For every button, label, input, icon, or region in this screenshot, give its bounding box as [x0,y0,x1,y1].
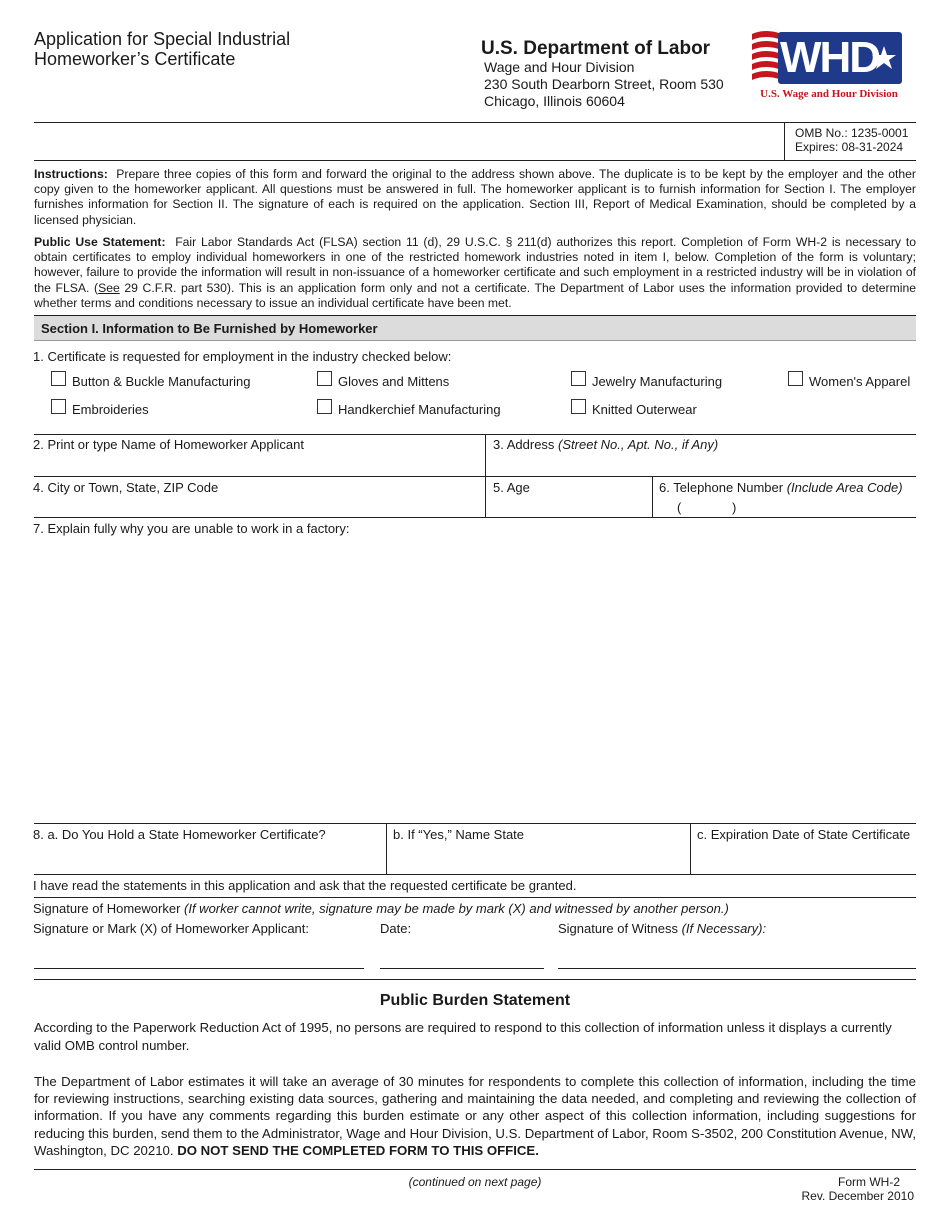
burden-p2-text: The Department of Labor estimates it will take an average of 30 minutes for respondents to complete this collection of information, including the time for reviewing instructions, searching existing data sources, gathering and maintaining the data needed, and completing and reviewing the collection of information. If you have any comments regarding this burden estimate or any other aspect of this collection information, including suggestions for reducing this burden, send them to the Administrator, Wage and Hour Division, U.S. Department of Labor, Room S-3502, 200 Constitution Avenue, NW, Washington, DC 20210. [34,1074,916,1158]
date-signature-field[interactable] [380,940,544,969]
checkbox-embroideries[interactable] [51,399,66,414]
sig-witness-text: Signature of Witness [558,921,682,936]
telephone-field[interactable] [654,495,915,517]
section1-header-text: Section I. Information to Be Furnished by Homeworker [41,321,378,336]
sig-witness-note: (If Necessary): [681,921,767,936]
q5-label: 5. Age [493,480,530,495]
form-number: Form WH-2 [838,1175,900,1189]
q2-label: 2. Print or type Name of Homeworker Applicant [33,437,304,452]
attestation: I have read the statements in this application and ask that the requested certificate be granted. [33,878,577,893]
form-title-line2: Homeworker’s Certificate [34,49,236,69]
q8-bottom [34,874,916,875]
q3-label [493,437,718,452]
instructions [34,167,916,228]
q3-text: 3. Address [493,437,559,452]
public-use-statement [34,235,916,311]
checkbox-handkerchief[interactable] [317,399,332,414]
public-use-text-b: 29 C.F.R. part 530). This is an application form only and not a certificate. The Department of Labor uses the information provided to determine whether terms and conditions necessary to issue an individual certificate have been met. [34,280,917,310]
q4-label: 4. City or Town, State, ZIP Code [33,480,219,495]
footer-rule [34,1169,916,1170]
applicant-signature-field[interactable] [34,940,364,969]
city-state-zip-field[interactable] [34,495,484,517]
signature-heading [33,901,729,916]
state-name-field[interactable] [388,845,688,873]
form-revision: Rev. December 2010 [801,1189,914,1203]
witness-signature-field[interactable] [558,940,916,969]
sig-witness-label [558,921,766,936]
row2-top [34,434,916,435]
industry-jewelry: Jewelry Manufacturing [592,374,723,389]
applicant-name-field[interactable] [34,453,484,475]
form-title [34,29,290,69]
public-use-see: See [98,280,120,295]
burden-p1: According to the Paperwork Reduction Act of 1995, no persons are required to respond to this collection of information unless it displays a currently valid OMB control number. [34,1020,892,1053]
expiration-date-field[interactable] [692,845,915,873]
omb-expires: Expires: 08-31-2024 [795,140,904,154]
industry-gloves-mittens: Gloves and Mittens [338,374,450,389]
q6-note: (Include Area Code) [786,480,903,495]
explanation-textarea[interactable] [34,540,916,820]
burden-p2-bold: DO NOT SEND THE COMPLETED FORM TO THIS OFFICE. [177,1142,539,1158]
checkbox-womens-apparel[interactable] [788,371,803,386]
industry-embroideries: Embroideries [72,402,149,417]
state-certificate-field[interactable] [34,845,384,873]
age-field[interactable] [487,495,650,517]
q6-text: 6. Telephone Number [659,480,787,495]
continued-note: (continued on next page) [408,1175,542,1189]
section1-end-rule [34,979,916,980]
omb-box-divider [784,122,785,160]
industry-womens-apparel: Women's Apparel [809,374,911,389]
burden-title: Public Burden Statement [379,992,571,1009]
q8-divider-1 [386,823,387,874]
row3-divider [652,476,653,518]
agency-city: Chicago, Illinois 60604 [484,93,625,109]
form-title-line1: Application for Special Industrial [34,29,291,49]
attest-bottom [34,897,916,898]
sig-heading-text: Signature of Homeworker [33,901,185,916]
checkbox-jewelry[interactable] [571,371,586,386]
q7-label: 7. Explain fully why you are unable to work in a factory: [33,521,350,536]
whd-logo [748,28,908,104]
checkbox-button-buckle[interactable] [51,371,66,386]
omb-box-bottom [34,160,916,161]
logo-letters: WHD [780,33,880,82]
q8b-label: b. If “Yes,” Name State [393,827,525,842]
row3-top [34,476,916,477]
industry-knitted-outerwear: Knitted Outerwear [592,402,697,417]
omb-number: OMB No.: 1235-0001 [795,126,909,140]
agency-name: U.S. Department of Labor [481,38,711,59]
q8a-label: 8. a. Do You Hold a State Homeworker Certificate? [33,827,326,842]
sig-date-label: Date: [380,921,412,936]
sig-heading-note: (If worker cannot write, signature may be made by mark (X) and witnessed by another person.) [184,901,729,916]
q3-note: (Street No., Apt. No., if Any) [558,437,719,452]
phone-paren-close: ) [732,500,737,515]
q1-label: 1. Certificate is requested for employment in the industry checked below: [33,349,452,364]
instructions-heading: Instructions: [34,167,108,181]
checkbox-gloves-mittens[interactable] [317,371,332,386]
logo-caption: U.S. Wage and Hour Division [760,88,898,100]
row3-bottom [34,517,916,518]
agency-division: Wage and Hour Division [484,59,635,75]
public-use-text-a: Fair Labor Standards Act (FLSA) section 11 (d), 29 U.S.C. § 211(d) authorizes this report. Completion of Form WH-2 is necessary to obtain certificates to employ individual homeworkers in one of the restricted homework industries noted in item I, below. Completion of the form is voluntary; however, failure to provide the information will result in non-issuance of a homeworker certificate and such employment in a restricted industry will be in violation of the FLSA. ( [34,235,916,295]
burden-p2 [34,1073,916,1159]
section1-header [34,315,916,341]
industry-handkerchief: Handkerchief Manufacturing [338,402,501,417]
agency-street: 230 South Dearborn Street, Room 530 [484,76,724,92]
industry-button-buckle: Button & Buckle Manufacturing [72,374,251,389]
address-field[interactable] [487,453,915,475]
agency-block [481,38,724,110]
checkbox-knitted-outerwear[interactable] [571,399,586,414]
phone-paren-open: ( [677,500,682,515]
q8-divider-2 [690,823,691,874]
sig-applicant-label: Signature or Mark (X) of Homeworker Applicant: [33,921,309,936]
public-use-heading: Public Use Statement: [34,235,166,249]
instructions-text: Prepare three copies of this form and forward the original to the address shown above. The duplicate is to be kept by the employer and the other copy given to the homeworker applicant. All questions must be answered in full. The homeworker applicant is to furnish information for Section I. The employer furnishes information for Section II. The signature of each is required on the application. Section III, Report of Medical Examination, should be completed by a licensed physician. [34,167,916,227]
q8-top [34,823,916,824]
q8c-label: c. Expiration Date of State Certificate [697,827,911,842]
q6-label [659,480,903,495]
